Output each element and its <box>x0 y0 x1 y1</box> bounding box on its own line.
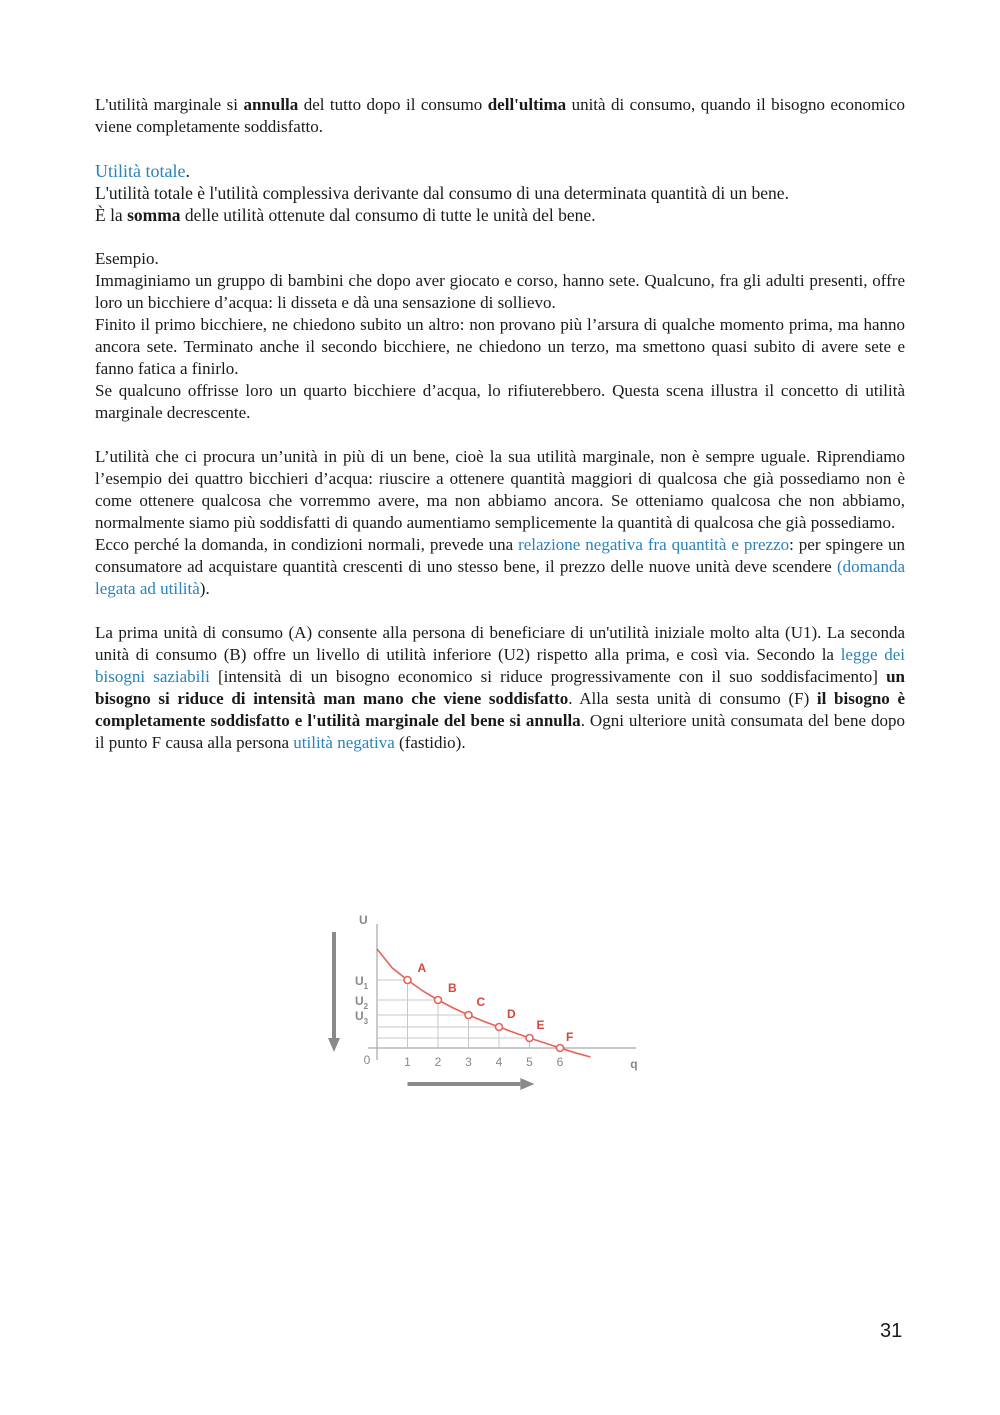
point-label-a: A <box>417 961 427 975</box>
x-tick-label: 6 <box>556 1055 564 1069</box>
x-tick-label: 3 <box>465 1055 472 1069</box>
down-arrow-shaft <box>332 932 336 1038</box>
text: L'utilità marginale si <box>95 95 244 114</box>
heading-link[interactable]: Utilità totale <box>95 161 186 181</box>
point-label-c: C <box>476 995 486 1009</box>
text: [intensità di un bisogno economico si riduce progressivamente con il suo soddisfacimento] <box>209 667 887 686</box>
x-tick-label: 4 <box>495 1055 503 1069</box>
total-utility-sum <box>95 204 905 226</box>
paragraph-consumption-units <box>95 622 905 754</box>
text: unità di consumo, quando il bisogno economico viene completamente soddisfatto. <box>95 95 906 136</box>
right-arrow-shaft <box>408 1082 521 1086</box>
link-domanda-utilita[interactable]: (domanda legata ad utilità <box>95 557 905 598</box>
y-tick-label: $U_1$ <box>355 974 369 991</box>
link-relazione-negativa[interactable]: relazione negativa fra quantità e prezzo <box>518 535 790 554</box>
total-utility-definition: L'utilità totale è l'utilità complessiva derivante dal consumo di una determinata quantità di un bene. <box>95 183 789 203</box>
heading-dot: . <box>185 161 190 181</box>
bold-text: un bisogno si riduce di intensità man mano che viene soddisfatto <box>95 667 905 708</box>
link-utilita-negativa[interactable]: utilità negativa <box>293 733 395 752</box>
bold-text: dell'ultima <box>487 95 567 114</box>
page-content <box>95 94 905 754</box>
x-axis-label: q <box>630 1057 638 1071</box>
example-label: Esempio. <box>95 249 159 268</box>
utility-chart <box>325 820 675 1095</box>
point-label-d: D <box>507 1007 516 1021</box>
y-axis-label: U <box>359 913 368 927</box>
down-arrow-head <box>328 1038 340 1052</box>
chart-points <box>404 977 564 1052</box>
text: Ecco perché la domanda, in condizioni normali, prevede una <box>95 535 519 554</box>
text: È la <box>95 205 128 225</box>
text: : per spingere un consumatore ad acquistare quantità crescenti di uno stesso bene, il prezzo delle nuove unità deve scendere <box>95 535 905 576</box>
example-paragraph-1: Immaginiamo un gruppo di bambini che dopo aver giocato e corso, hanno sete. Qualcuno, fra gli adulti presenti, offre loro un bicchiere d’acqua: li disseta e dà una sensazione di sollievo. <box>95 271 905 312</box>
paragraph-demand <box>95 534 905 600</box>
x-tick-label: 2 <box>434 1055 442 1069</box>
point-b <box>435 997 442 1004</box>
link-legge-bisogni-saziabili[interactable]: legge dei bisogni saziabili <box>95 645 905 686</box>
x-tick-label: 5 <box>526 1055 533 1069</box>
bold-text: il bisogno è completamente soddisfatto e l'utilità marginale del bene si annulla <box>95 689 905 730</box>
text: delle utilità ottenute dal consumo di tutte le unità del bene. <box>180 205 596 225</box>
point-e <box>526 1035 533 1042</box>
paragraph-utility-not-constant: L’utilità che ci procura un’unità in più di un bene, cioè la sua utilità marginale, non è sempre uguale. Riprendiamo l’esempio dei quattro bicchieri d’acqua: riuscire a ottenere quantità maggiori di qualcosa che già possediamo non è come ottenere qualcosa che vorremmo avere, ma non abbiamo ancora. Se otteniamo qualcosa che non abbiamo, normalmente siamo più soddisfatti di quando aumentiamo semplicemente la quantità di qualcosa che già possediamo. <box>95 447 905 532</box>
x-tick-label: 1 <box>404 1055 411 1069</box>
text: . Ogni ulteriore unità consumata del bene dopo il punto F causa alla persona <box>95 711 905 752</box>
bold-text: somma <box>127 205 181 225</box>
point-label-e: E <box>536 1018 545 1032</box>
point-label-b: B <box>448 981 457 995</box>
point-d <box>496 1024 503 1031</box>
text: ). <box>199 579 210 598</box>
y-tick-label: $U_3$ <box>355 1009 369 1026</box>
text: (fastidio). <box>394 733 466 752</box>
paragraph-marginal-utility <box>95 94 905 138</box>
origin-label: 0 <box>363 1053 371 1067</box>
text: . Alla sesta unità di consumo (F) <box>568 689 817 708</box>
right-arrow-head <box>520 1078 534 1090</box>
point-c <box>465 1012 472 1019</box>
point-a <box>404 977 411 984</box>
text: del tutto dopo il consumo <box>298 95 488 114</box>
point-f <box>557 1045 564 1052</box>
example-paragraph-2: Finito il primo bicchiere, ne chiedono subito un altro: non provano più l’arsura di qualche momento prima, ma hanno ancora sete. Terminato anche il secondo bicchiere, ne chiedono un terzo, ma smettono quasi subito di avere sete e fanno fatica a finirlo. <box>95 315 905 378</box>
example-paragraph-3: Se qualcuno offrisse loro un quarto bicchiere d’acqua, lo rifiuterebbero. Questa scena illustra il concetto di utilità marginale decrescente. <box>95 381 905 422</box>
point-label-f: F <box>566 1030 574 1044</box>
section-heading-utilita-totale <box>95 160 905 182</box>
y-tick-label: $U_2$ <box>355 994 369 1011</box>
text: La prima unità di consumo (A) consente alla persona di beneficiare di un'utilità iniziale molto alta (U1). La seconda unità di consumo (B) offre un livello di utilità inferiore (U2) rispetto alla prima, e così via. Secondo la <box>95 623 905 664</box>
bold-text: annulla <box>243 95 299 114</box>
page-number: 31 <box>880 1320 903 1342</box>
